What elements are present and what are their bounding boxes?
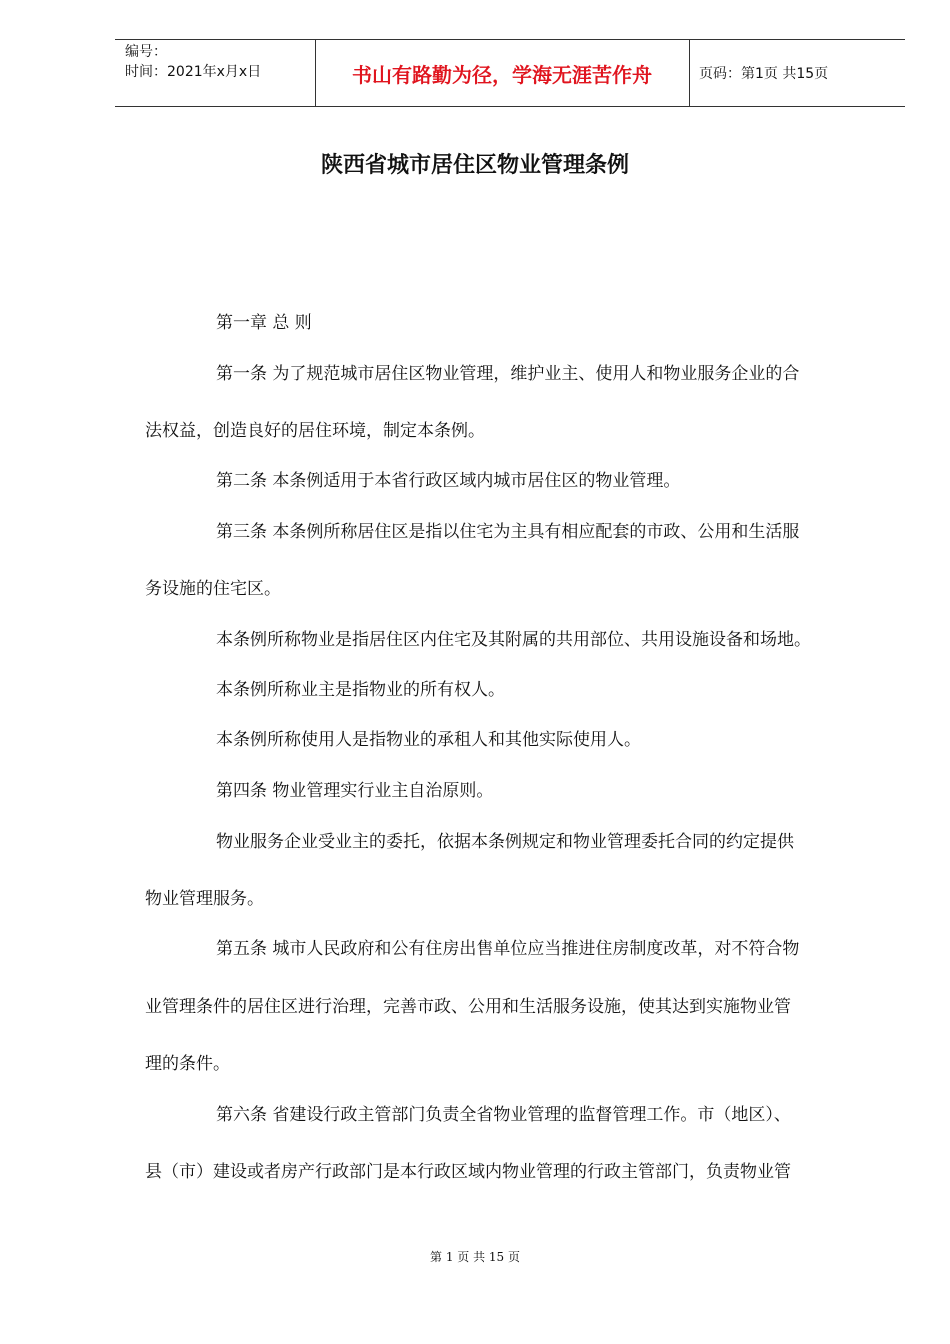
header-motto: 书山有路勤为径，学海无涯苦作舟 [352, 62, 652, 87]
article-4-para-line-1: 物业服务企业受业主的委托，依据本条例规定和物业管理委托合同的约定提供 [216, 832, 794, 852]
article-3-para-user: 本条例所称使用人是指物业的承租人和其他实际使用人。 [216, 730, 641, 750]
header-page-info: 页码：第1页 共15页 [699, 66, 829, 82]
header-time-label: 时间：2021年x月x日 [125, 64, 262, 80]
article-3-para-owner: 本条例所称业主是指物业的所有权人。 [216, 680, 505, 700]
header-divider-right [689, 39, 690, 107]
article-2: 第二条 本条例适用于本省行政区域内城市居住区的物业管理。 [216, 471, 681, 491]
article-6-line-2: 县（市）建设或者房产行政部门是本行政区域内物业管理的行政主管部门，负责物业管 [145, 1162, 791, 1182]
document-header [115, 39, 905, 107]
article-5-line-2: 业管理条件的居住区进行治理，完善市政、公用和生活服务设施，使其达到实施物业管 [145, 997, 791, 1017]
article-3-line-2: 务设施的住宅区。 [145, 579, 281, 599]
article-5-line-3: 理的条件。 [145, 1054, 230, 1074]
document-title: 陕西省城市居住区物业管理条例 [320, 153, 629, 178]
page-footer: 第 1 页 共 15 页 [430, 1250, 520, 1264]
article-5-line-1: 第五条 城市人民政府和公有住房出售单位应当推进住房制度改革，对不符合物 [216, 939, 800, 959]
chapter-heading: 第一章 总 则 [216, 313, 312, 333]
article-6-line-1: 第六条 省建设行政主管部门负责全省物业管理的监督管理工作。市（地区）、 [216, 1105, 791, 1125]
article-1-line-1: 第一条 为了规范城市居住区物业管理，维护业主、使用人和物业服务企业的合 [216, 364, 800, 384]
header-meta [125, 42, 261, 82]
article-4-para-line-2: 物业管理服务。 [145, 889, 264, 909]
header-number-label: 编号： [125, 44, 167, 60]
article-4: 第四条 物业管理实行业主自治原则。 [216, 781, 494, 801]
article-3-para-property: 本条例所称物业是指居住区内住宅及其附属的共用部位、共用设施设备和场地。 [216, 630, 811, 650]
article-3-line-1: 第三条 本条例所称居住区是指以住宅为主具有相应配套的市政、公用和生活服 [216, 522, 800, 542]
article-1-line-2: 法权益，创造良好的居住环境，制定本条例。 [145, 421, 485, 441]
